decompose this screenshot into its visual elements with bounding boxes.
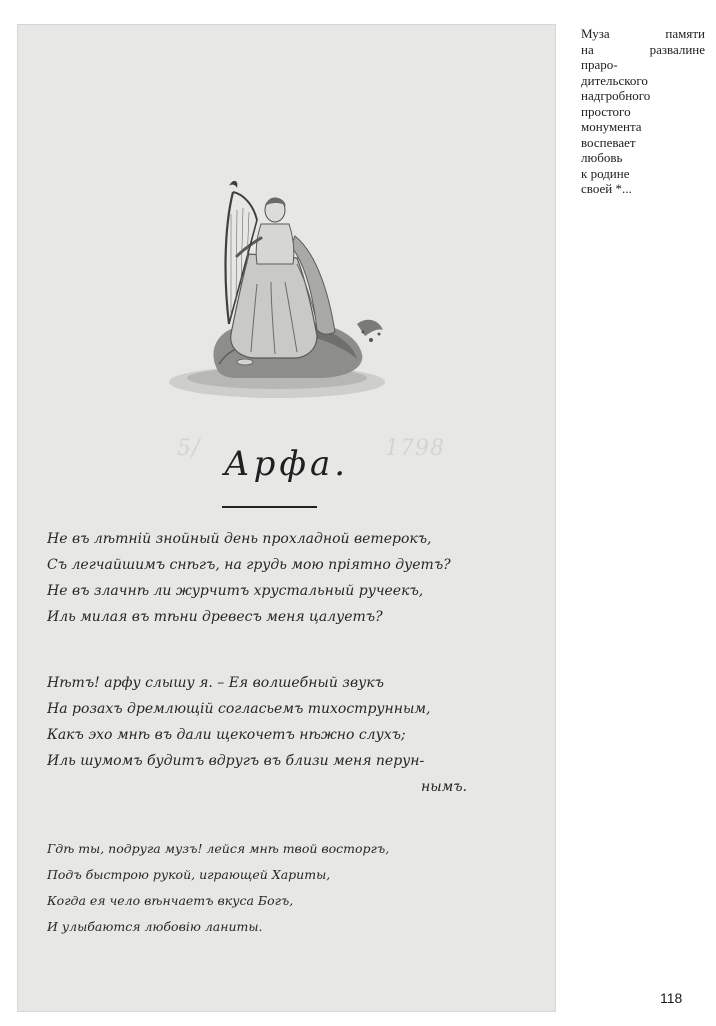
verse-line: Иль шумомъ будитъ вдругъ въ близи меня перун- [47, 753, 425, 769]
verse-line: На розахъ дремлющій согласьемъ тихострунным, [47, 701, 431, 717]
manuscript-page [17, 24, 556, 1012]
caption-line: воспевает [581, 134, 636, 150]
verse-line: Когда ея чело вѣнчаетъ вкуса Богъ, [47, 893, 294, 908]
caption-line: праро- [581, 57, 618, 72]
stanza-1 [47, 526, 537, 630]
caption-line: Муза памяти [581, 26, 705, 41]
stanza-3 [47, 836, 537, 940]
verse-line: Съ легчайшимъ снѣгъ, на грудь мою пріятно дуетъ? [47, 557, 451, 573]
faint-pencil-mark-right: 1798 [385, 436, 445, 461]
verse-line: Иль милая въ тѣни древесъ меня цалуетъ? [47, 609, 383, 625]
title-underline [222, 506, 317, 508]
verse-line: Нѣтъ! арфу слышу я. – Ея волшебный звукъ [47, 675, 384, 691]
faint-pencil-mark-left: 5/ [177, 436, 201, 461]
verse-line: Не въ лѣтній знойный день прохладной ветерокъ, [47, 531, 432, 547]
page-number: 118 [660, 990, 683, 1006]
verse-line: И улыбаются любовію ланиты. [47, 919, 263, 934]
verse-line: Не въ злачнѣ ли журчитъ хрустальный ручеекъ, [47, 583, 424, 599]
caption-line: дительского [581, 72, 648, 88]
side-caption [581, 26, 705, 197]
muse-with-harp-engraving [157, 164, 397, 404]
stanza-2 [47, 670, 537, 800]
verse-line: Подъ быстрою рукой, играющей Хариты, [47, 867, 331, 882]
verse-line: Какъ эхо мнѣ въ дали щекочетъ нѣжно слухъ; [47, 727, 406, 743]
caption-line: на развалине [581, 41, 705, 57]
caption-line: к родине [581, 165, 630, 181]
verse-line: Гдѣ ты, подруга музъ! лейся мнѣ твой восторгъ, [47, 841, 390, 856]
caption-line: простого [581, 103, 631, 119]
poem-title: Арфа. [223, 444, 350, 484]
caption-line: любовь [581, 150, 623, 165]
verse-line-continuation: нымъ. [420, 779, 467, 795]
caption-line: надгробного [581, 88, 651, 103]
caption-line: монумента [581, 119, 642, 134]
caption-line: своей *... [581, 181, 632, 196]
